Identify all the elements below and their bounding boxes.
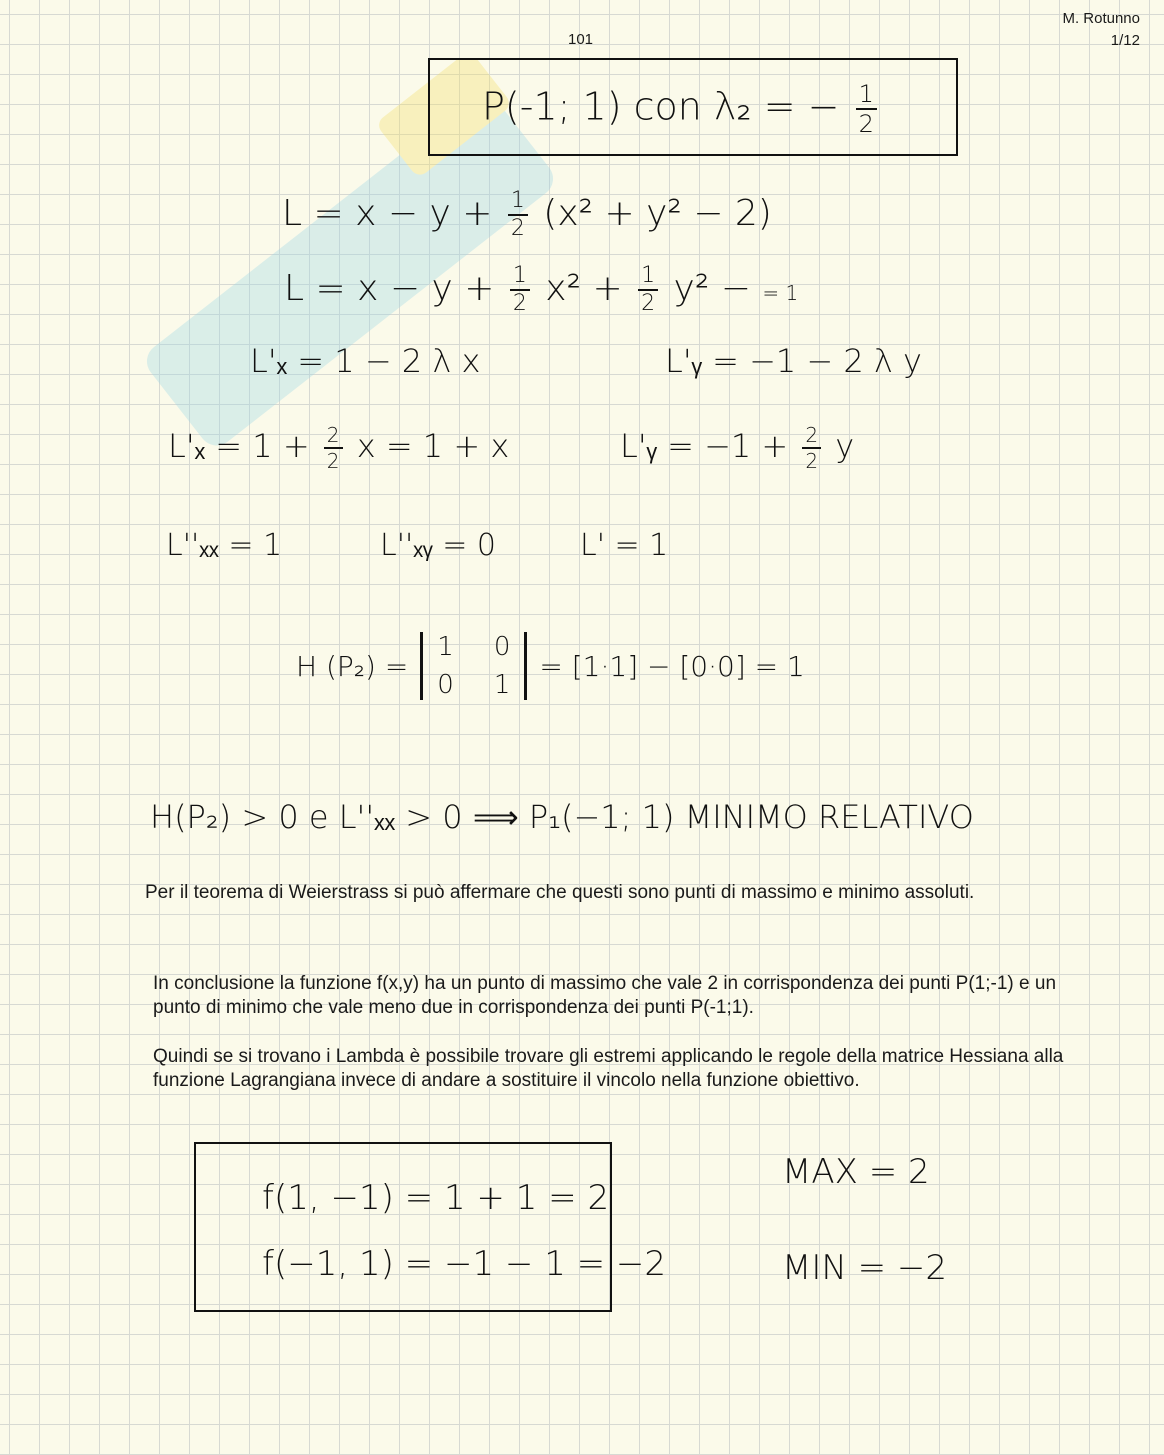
header-meta <box>1062 8 1140 52</box>
lagrangian-line-1 <box>282 190 772 240</box>
ly-sub-fraction <box>802 425 821 471</box>
max-label: MAX = 2 <box>782 1152 930 1192</box>
fraction-denominator: 2 <box>510 216 525 241</box>
point-lambda-fraction <box>856 82 877 136</box>
page-of: 1/12 <box>1110 32 1140 49</box>
fraction-denominator: 2 <box>641 291 656 316</box>
hessian-matrix <box>420 632 527 700</box>
fraction-numerator: 1 <box>510 265 530 291</box>
f-min-value: f(−1, 1) = −1 − 1 = −2 <box>262 1244 667 1284</box>
lagrangian-2-part-b: x² + <box>545 268 623 309</box>
matrix-cell: 1 <box>437 632 454 662</box>
lx-substituted <box>168 425 509 471</box>
hessian-expression <box>296 632 805 700</box>
ly-substituted <box>620 425 854 471</box>
fraction-numerator: 1 <box>638 265 658 291</box>
point-lambda-text: P(-1; 1) con λ₂ = − <box>482 84 840 129</box>
lyy-derivative: L' = 1 <box>580 528 669 563</box>
f-max-value: f(1, −1) = 1 + 1 = 2 <box>262 1178 610 1218</box>
matrix-cell: 1 <box>493 670 511 700</box>
point-lambda <box>482 82 881 136</box>
lx-sub-fraction <box>324 425 343 471</box>
lagrangian-1-fraction <box>508 190 528 240</box>
fraction-denominator: 2 <box>326 449 340 473</box>
matrix-cell: 0 <box>493 632 511 662</box>
lagrangian-2-end: = 1 <box>762 281 799 305</box>
fraction-numerator: 2 <box>802 425 821 449</box>
lx-general: L'ₓ = 1 − 2 λ x <box>250 342 481 380</box>
lx-sub-left: L'ₓ = 1 + <box>168 427 310 465</box>
page-number: 101 <box>568 31 594 48</box>
lambda-paragraph: Quindi se si trovano i Lambda è possibile trovare gli estremi applicando le regole della matrice Hessiana alla funzione Lagrangiana invece di andare a sostituire il vincolo nella funzione obiettivo. <box>153 1046 1064 1091</box>
fraction-denominator: 2 <box>858 110 874 138</box>
lagrangian-1-right: (x² + y² − 2) <box>543 193 772 234</box>
lx-sub-right: x = 1 + x <box>356 427 510 465</box>
lagrangian-2-part-c: y² − <box>673 268 751 309</box>
point-box <box>428 58 958 156</box>
lxx-derivative: L''ₓₓ = 1 <box>166 528 283 563</box>
fraction-numerator: 2 <box>324 425 343 449</box>
lagrangian-1-left: L = x − y + <box>282 193 493 234</box>
fraction-denominator: 2 <box>512 291 527 316</box>
conclusion-paragraph: In conclusione la funzione f(x,y) ha un punto di massimo che vale 2 in corrispondenza dei punti P(1;-1) e un punto di minimo che vale meno due in corrispondenza dei punti P(-1;1). <box>153 973 1057 1018</box>
hessian-label: H (P₂) = <box>296 649 409 683</box>
ly-sub-left: L'ᵧ = −1 + <box>620 427 789 465</box>
author-name: M. Rotunno <box>1062 10 1140 27</box>
min-label: MIN = −2 <box>782 1248 948 1288</box>
fraction-numerator: 1 <box>508 190 528 216</box>
lagrangian-2-part-a: L = x − y + <box>284 268 495 309</box>
lagrangian-line-2 <box>284 265 798 315</box>
lagrangian-2-fraction-a <box>510 265 530 315</box>
hessian-result: = [1·1] − [0·0] = 1 <box>539 649 805 683</box>
hessian-conclusion: H(P₂) > 0 e L''ₓₓ > 0 ⟹ P₁(−1; 1) MINIMO RELATIVO <box>150 798 974 836</box>
lagrangian-2-fraction-b <box>638 265 658 315</box>
matrix-cell: 0 <box>437 670 454 700</box>
ly-general: L'ᵧ = −1 − 2 λ y <box>665 342 922 380</box>
fraction-numerator: 1 <box>856 82 877 110</box>
ly-sub-right: y <box>835 427 855 465</box>
fraction-denominator: 2 <box>805 449 819 473</box>
function-values-box <box>194 1142 667 1312</box>
weierstrass-paragraph: Per il teorema di Weierstrass si può affermare che questi sono punti di massimo e minimo assoluti. <box>145 882 975 903</box>
lxy-derivative: L''ₓᵧ = 0 <box>380 528 496 563</box>
